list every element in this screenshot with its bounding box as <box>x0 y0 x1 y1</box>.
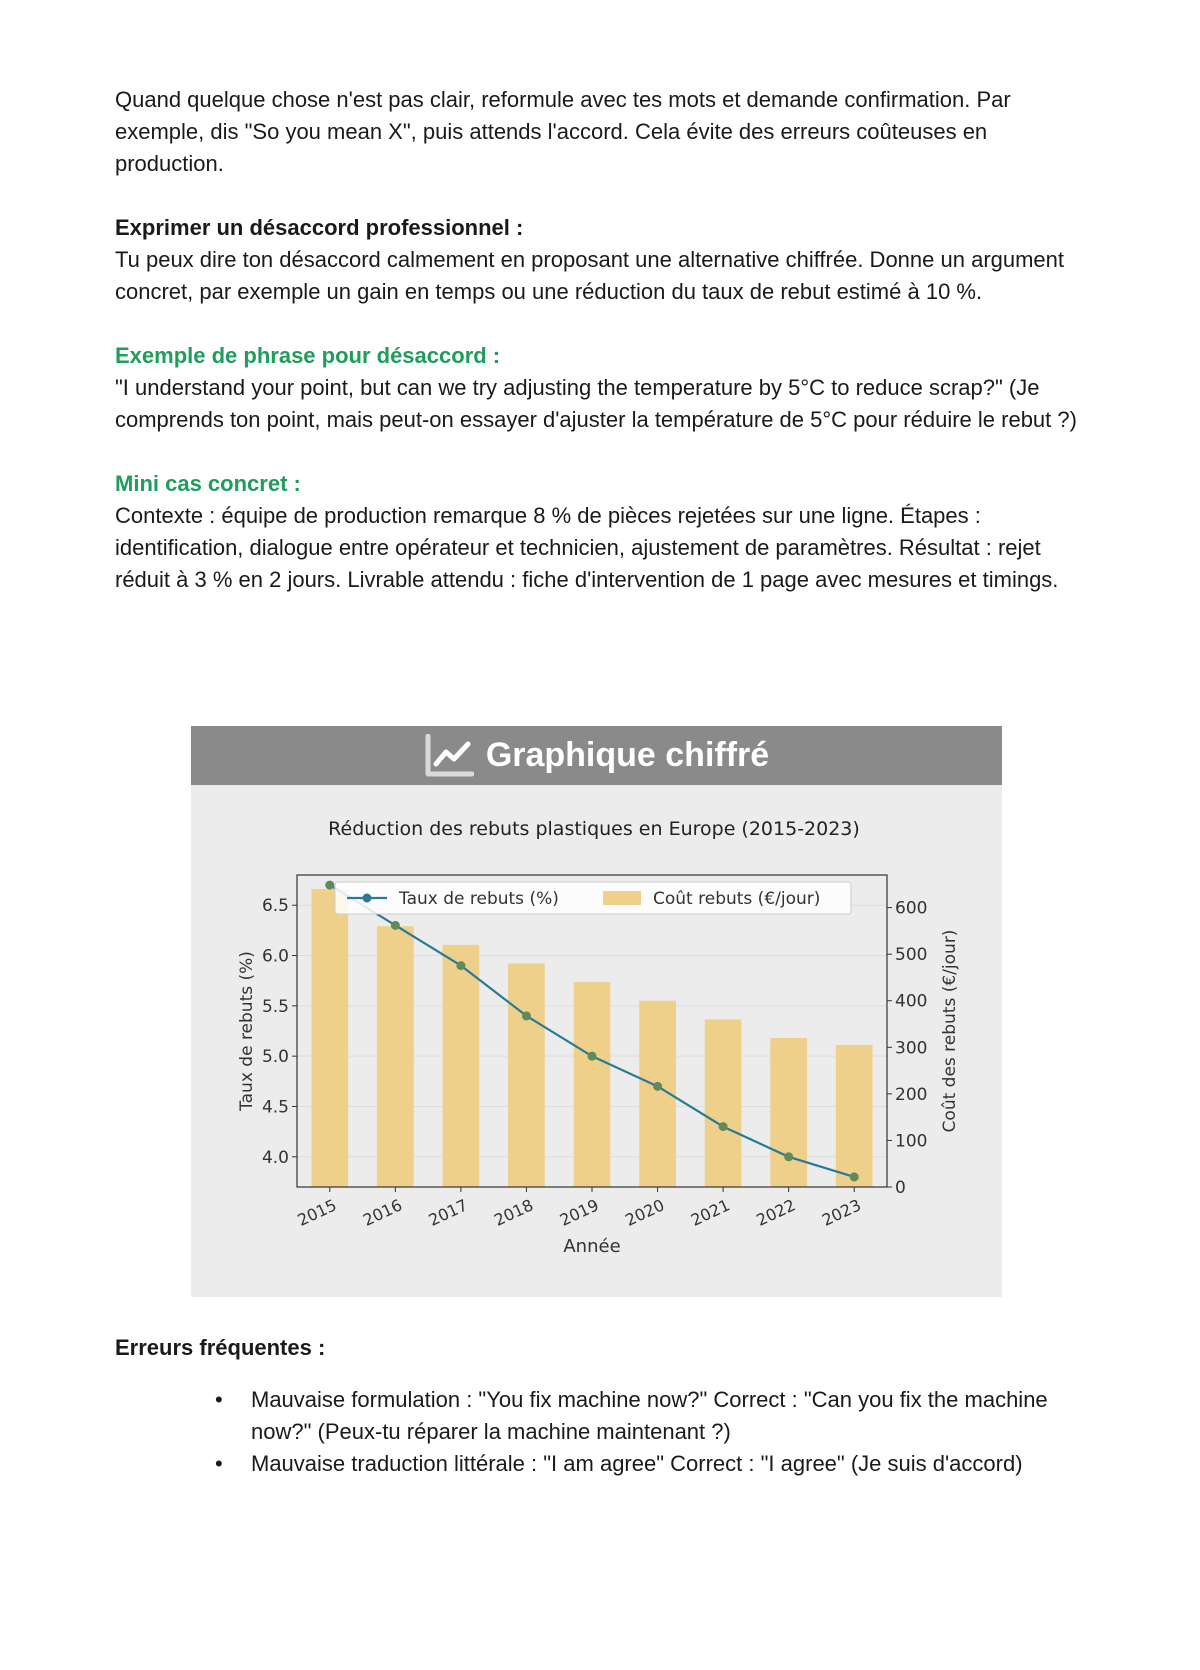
x-tick-label: 2015 <box>294 1195 340 1230</box>
x-tick-label: 2019 <box>556 1195 602 1230</box>
document-body <box>115 84 1090 596</box>
x-tick-label: 2020 <box>622 1195 668 1230</box>
legend-line-marker <box>363 894 372 903</box>
example-paragraph: "I understand your point, but can we try adjusting the temperature by 5°C to reduce scrap?" (Je comprends ton point, mais peut-on essayer d'ajuster la température de 5°C pour réduire le rebut ?) <box>115 375 1077 432</box>
errors-section <box>115 1332 1090 1480</box>
left-tick-label: 5.0 <box>261 1047 289 1068</box>
left-tick-label: 5.5 <box>261 996 289 1017</box>
bar <box>770 1038 807 1187</box>
bar <box>574 982 611 1187</box>
disagreement-paragraph: Tu peux dire ton désaccord calmement en proposant une alternative chiffrée. Donne un argument concret, par exemple un gain en temps ou une réduction du taux de rebut estimé à 10 %. <box>115 247 1065 304</box>
line-point <box>719 1122 728 1131</box>
x-tick-label: 2021 <box>687 1195 733 1230</box>
disagreement-heading: Exprimer un désaccord professionnel : <box>115 215 524 240</box>
left-tick-label: 6.0 <box>261 946 289 967</box>
x-tick-label: 2023 <box>818 1195 864 1230</box>
line-point <box>784 1152 793 1161</box>
left-tick-label: 4.5 <box>261 1097 289 1118</box>
intro-paragraph: Quand quelque chose n'est pas clair, reformule avec tes mots et demande confirmation. Par exemple, dis "So you mean X", puis attends l'accord. Cela évite des erreurs coûteuses en production. <box>115 87 1011 176</box>
x-axis-label: Année <box>563 1236 621 1257</box>
legend-label: Coût rebuts (€/jour) <box>653 889 821 909</box>
x-tick-label: 2018 <box>491 1195 537 1230</box>
errors-list <box>115 1384 1090 1480</box>
left-tick-label: 6.5 <box>261 896 289 917</box>
bar <box>508 963 545 1187</box>
mini-case-paragraph: Contexte : équipe de production remarque 8 % de pièces rejetées sur une ligne. Étapes : identification, dialogue entre opérateur et technicien, ajustement de paramètres. Résultat : rejet réduit à 3 % en 2 jours. Livrable attendu : fiche d'intervention de 1 page avec mesures et timings. <box>115 503 1059 592</box>
chart-banner-title: Graphique chiffré <box>485 736 770 774</box>
legend-label: Taux de rebuts (%) <box>399 889 559 909</box>
chart-figure <box>191 726 1002 1297</box>
y-axis-label-left: Taux de rebuts (%) <box>237 951 257 1111</box>
bar <box>377 926 414 1187</box>
line-point <box>325 881 334 890</box>
example-heading: Exemple de phrase pour désaccord : <box>115 343 501 368</box>
line-point <box>522 1011 531 1020</box>
x-tick-label: 2017 <box>425 1195 471 1230</box>
line-point <box>850 1172 859 1181</box>
chart-plot <box>191 785 1002 1297</box>
list-item: • Mauvaise formulation : "You fix machine now?" Correct : "Can you fix the machine now?" (Peux-tu réparer la machine maintenant ?) <box>251 1384 1090 1448</box>
right-tick-label: 100 <box>895 1131 928 1152</box>
errors-heading: Erreurs fréquentes : <box>115 1335 326 1360</box>
line-chart-icon <box>424 734 474 778</box>
right-tick-label: 400 <box>895 991 928 1012</box>
line-point <box>456 961 465 970</box>
right-tick-label: 0 <box>895 1178 906 1198</box>
bar <box>836 1045 873 1187</box>
right-tick-label: 600 <box>895 898 928 919</box>
y-axis-label-right: Coût des rebuts (€/jour) <box>940 929 960 1133</box>
line-point <box>653 1082 662 1091</box>
line-point <box>588 1052 597 1061</box>
right-tick-label: 200 <box>895 1084 928 1105</box>
legend-bar-swatch <box>603 891 641 905</box>
right-tick-label: 500 <box>895 945 928 966</box>
chart-title: Réduction des rebuts plastiques en Europe (2015-2023) <box>328 818 860 840</box>
chart-banner <box>191 726 1002 785</box>
right-tick-label: 300 <box>895 1038 928 1059</box>
bar <box>311 889 348 1187</box>
left-tick-label: 4.0 <box>261 1147 289 1168</box>
list-item: • Mauvaise traduction littérale : "I am agree" Correct : "I agree" (Je suis d'accord) <box>251 1448 1090 1480</box>
mini-case-heading: Mini cas concret : <box>115 471 301 496</box>
x-tick-label: 2016 <box>360 1195 406 1230</box>
x-tick-label: 2022 <box>753 1195 799 1230</box>
bar <box>705 1019 742 1187</box>
line-point <box>391 921 400 930</box>
bar <box>443 945 480 1187</box>
